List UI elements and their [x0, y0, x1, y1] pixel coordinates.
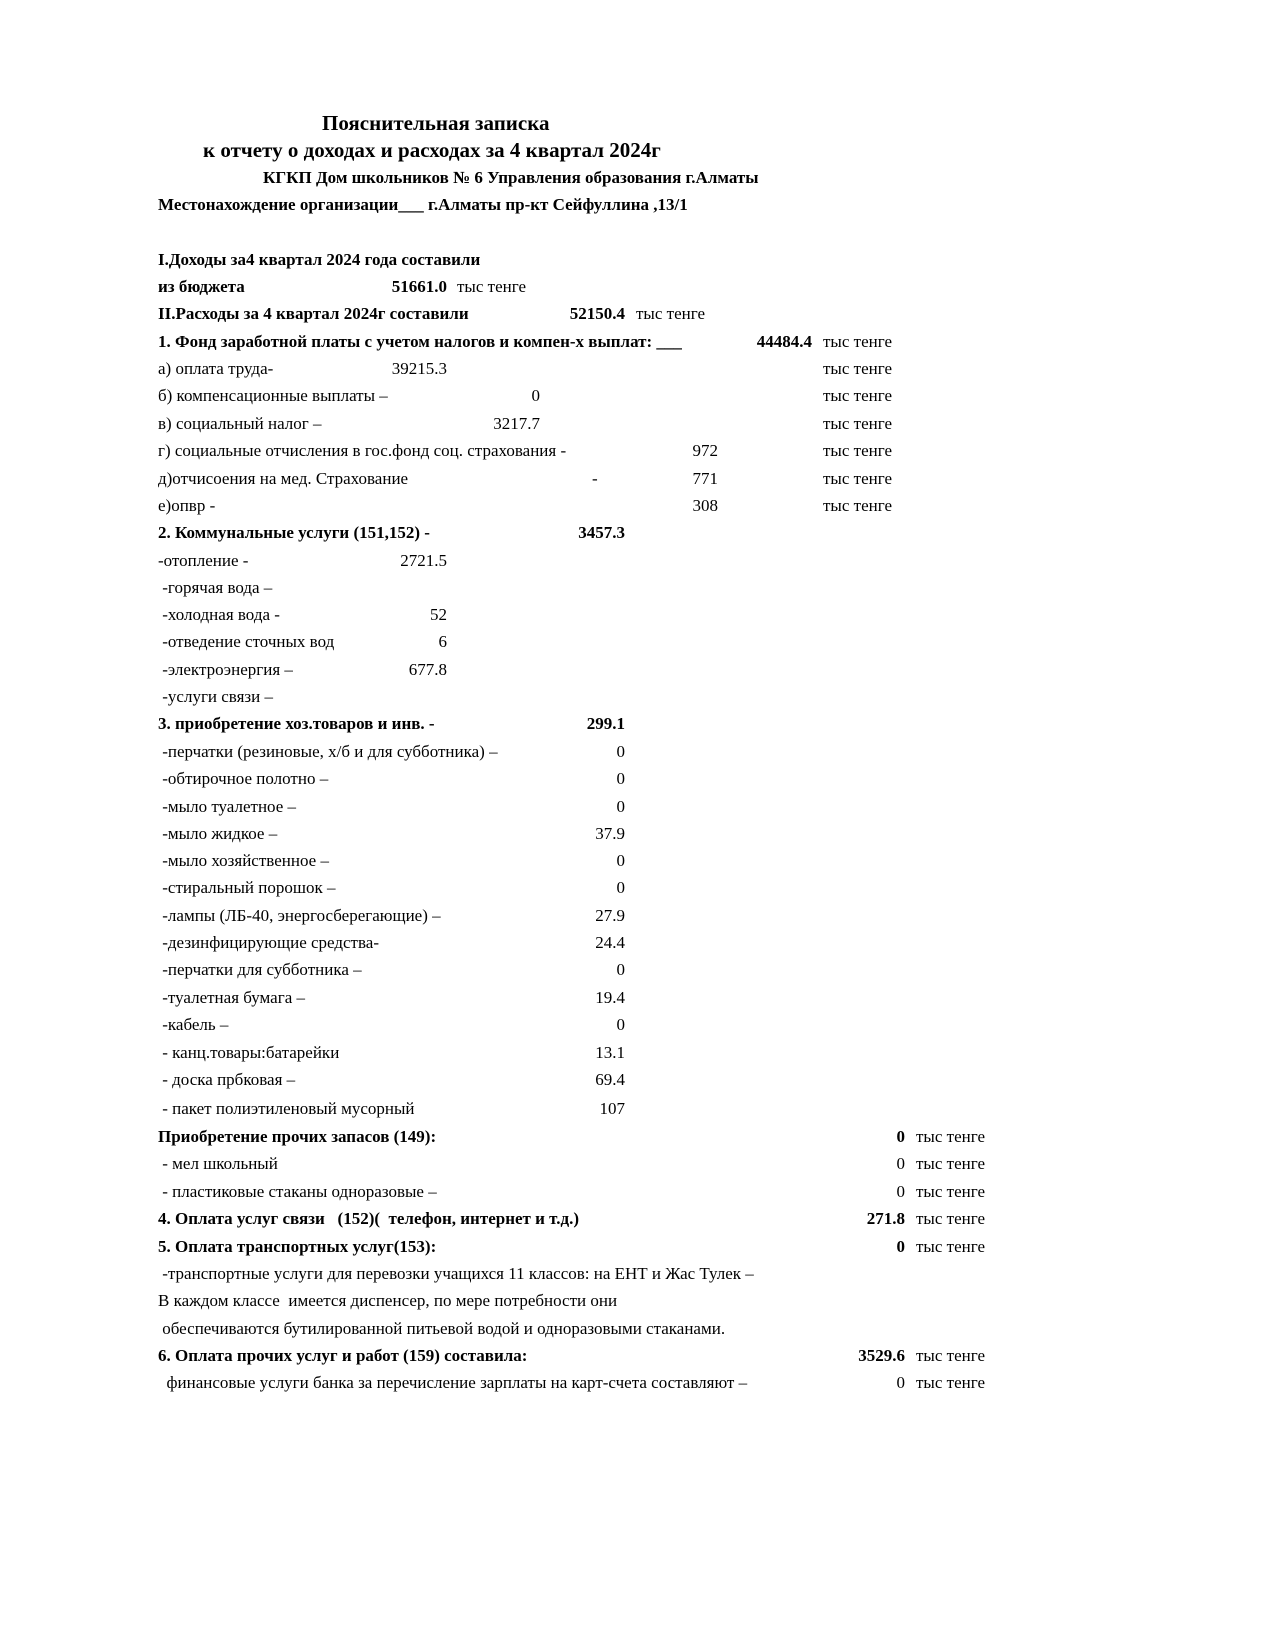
goods-value: 299.1: [586, 714, 625, 733]
goods-item-value: 107: [599, 1099, 625, 1118]
goods-item-label: -мыло туалетное –: [158, 797, 297, 816]
other-services-line-unit: тыс тенге: [916, 1373, 986, 1392]
utilities-item-value: 6: [438, 632, 447, 651]
transport-value: 0: [896, 1237, 905, 1256]
utilities-item-value: 677.8: [408, 660, 447, 679]
goods-item-label: -мыло хозяйственное –: [158, 851, 329, 870]
goods-item-label: -дезинфицирующие средства-: [158, 933, 379, 952]
other-stock-item-value: 0: [896, 1182, 905, 1201]
goods-item-value: 0: [616, 769, 625, 788]
expenses-value: 52150.4: [569, 304, 625, 323]
salary-item-value: 3217.7: [493, 414, 540, 433]
communication-heading: 4. Оплата услуг связи (152)( телефон, интернет и т.д.): [158, 1209, 580, 1228]
other-stock-heading: Приобретение прочих запасов (149):: [158, 1127, 437, 1146]
goods-item-value: 13.1: [595, 1043, 625, 1062]
salary-heading: 1. Фонд заработной платы с учетом налогов и компен-х выплат: ___: [158, 332, 682, 351]
organization-name: КГКП Дом школьников № 6 Управления образования г.Алматы: [263, 168, 759, 187]
goods-heading: 3. приобретение хоз.товаров и инв. -: [158, 714, 435, 733]
other-services-value: 3529.6: [858, 1346, 905, 1365]
salary-item-value: 972: [692, 441, 718, 460]
other-stock-item-label: - пластиковые стаканы одноразовые –: [158, 1182, 437, 1201]
salary-item-label: а) оплата труда-: [158, 359, 274, 378]
income-label: из бюджета: [158, 277, 245, 296]
utilities-item-label: -отведение сточных вод: [158, 632, 335, 651]
organization-location: Местонахождение организации___ г.Алматы пр-кт Сейфуллина ,13/1: [158, 195, 688, 214]
income-value: 51661.0: [391, 277, 447, 296]
goods-item-value: 27.9: [595, 906, 625, 925]
utilities-heading: 2. Коммунальные услуги (151,152) -: [158, 523, 430, 542]
goods-item-label: - доска прбковая –: [158, 1070, 296, 1089]
goods-item-label: -стиральный порошок –: [158, 878, 336, 897]
salary-item-label: в) социальный налог –: [158, 414, 322, 433]
salary-item-label: г) социальные отчисления в гос.фонд соц. страхования -: [158, 441, 567, 460]
goods-item-value: 0: [616, 960, 625, 979]
salary-item-label: е)опвр -: [158, 496, 216, 515]
salary-item-unit: тыс тенге: [823, 386, 893, 405]
salary-value: 44484.4: [756, 332, 812, 351]
other-services-line-value: 0: [896, 1373, 905, 1392]
income-unit: тыс тенге: [457, 277, 527, 296]
other-stock-unit: тыс тенге: [916, 1127, 986, 1146]
goods-item-value: 0: [616, 851, 625, 870]
goods-item-label: -обтирочное полотно –: [158, 769, 329, 788]
transport-unit: тыс тенге: [916, 1237, 986, 1256]
goods-item-value: 0: [616, 742, 625, 761]
salary-item-label: б) компенсационные выплаты –: [158, 386, 388, 405]
expenses-unit: тыс тенге: [636, 304, 706, 323]
goods-item-label: -мыло жидкое –: [158, 824, 278, 843]
goods-item-label: -перчатки для субботника –: [158, 960, 362, 979]
goods-item-value: 69.4: [595, 1070, 625, 1089]
goods-item-value: 24.4: [595, 933, 625, 952]
salary-item-unit: тыс тенге: [823, 359, 893, 378]
utilities-item-value: 2721.5: [400, 551, 447, 570]
document-title: Пояснительная записка: [322, 111, 550, 135]
salary-item-unit: тыс тенге: [823, 496, 893, 515]
transport-line: -транспортные услуги для перевозки учащихся 11 классов: на ЕНТ и Жас Тулек –: [158, 1264, 754, 1283]
goods-item-label: - канц.товары:батарейки: [158, 1043, 340, 1062]
goods-item-label: - пакет полиэтиленовый мусорный: [158, 1099, 415, 1118]
goods-item-label: -лампы (ЛБ-40, энергосберегающие) –: [158, 906, 441, 925]
salary-item-value: 39215.3: [391, 359, 447, 378]
utilities-item-label: -горячая вода –: [158, 578, 273, 597]
goods-item-value: 0: [616, 878, 625, 897]
transport-heading: 5. Оплата транспортных услуг(153):: [158, 1237, 437, 1256]
other-services-unit: тыс тенге: [916, 1346, 986, 1365]
salary-item-value: 771: [692, 469, 718, 488]
goods-item-value: 37.9: [595, 824, 625, 843]
transport-line: обеспечиваются бутилированной питьевой водой и одноразовыми стаканами.: [158, 1319, 726, 1338]
utilities-item-value: 52: [430, 605, 447, 624]
salary-unit: тыс тенге: [823, 332, 893, 351]
other-stock-item-unit: тыс тенге: [916, 1182, 986, 1201]
goods-item-label: -туалетная бумага –: [158, 988, 305, 1007]
salary-item-unit: тыс тенге: [823, 441, 893, 460]
expenses-heading: II.Расходы за 4 квартал 2024г составили: [158, 304, 469, 323]
other-stock-item-unit: тыс тенге: [916, 1154, 986, 1173]
utilities-item-label: -отопление -: [158, 551, 249, 570]
communication-value: 271.8: [866, 1209, 905, 1228]
income-heading: I.Доходы за4 квартал 2024 года составили: [158, 250, 481, 269]
goods-item-value: 0: [616, 1015, 625, 1034]
goods-item-label: -кабель –: [158, 1015, 229, 1034]
salary-item-value: 0: [531, 386, 540, 405]
utilities-item-label: -электроэнергия –: [158, 660, 293, 679]
salary-item-dash: -: [592, 469, 598, 488]
utilities-item-label: -услуги связи –: [158, 687, 273, 706]
utilities-item-label: -холодная вода -: [158, 605, 280, 624]
utilities-value: 3457.3: [578, 523, 625, 542]
goods-item-label: -перчатки (резиновые, х/б и для субботника) –: [158, 742, 498, 761]
salary-item-value: 308: [692, 496, 718, 515]
other-stock-value: 0: [896, 1127, 905, 1146]
document-subtitle: к отчету о доходах и расходах за 4 квартал 2024г: [203, 138, 661, 162]
other-stock-item-label: - мел школьный: [158, 1154, 278, 1173]
salary-item-label: д)отчисоения на мед. Страхование: [158, 469, 409, 488]
salary-item-unit: тыс тенге: [823, 414, 893, 433]
transport-line: В каждом классе имеется диспенсер, по мере потребности они: [158, 1291, 618, 1310]
salary-item-unit: тыс тенге: [823, 469, 893, 488]
other-services-line: финансовые услуги банка за перечисление зарплаты на карт-счета составляют –: [158, 1373, 748, 1392]
other-services-heading: 6. Оплата прочих услуг и работ (159) составила:: [158, 1346, 528, 1365]
communication-unit: тыс тенге: [916, 1209, 986, 1228]
goods-item-value: 0: [616, 797, 625, 816]
other-stock-item-value: 0: [896, 1154, 905, 1173]
goods-item-value: 19.4: [595, 988, 625, 1007]
